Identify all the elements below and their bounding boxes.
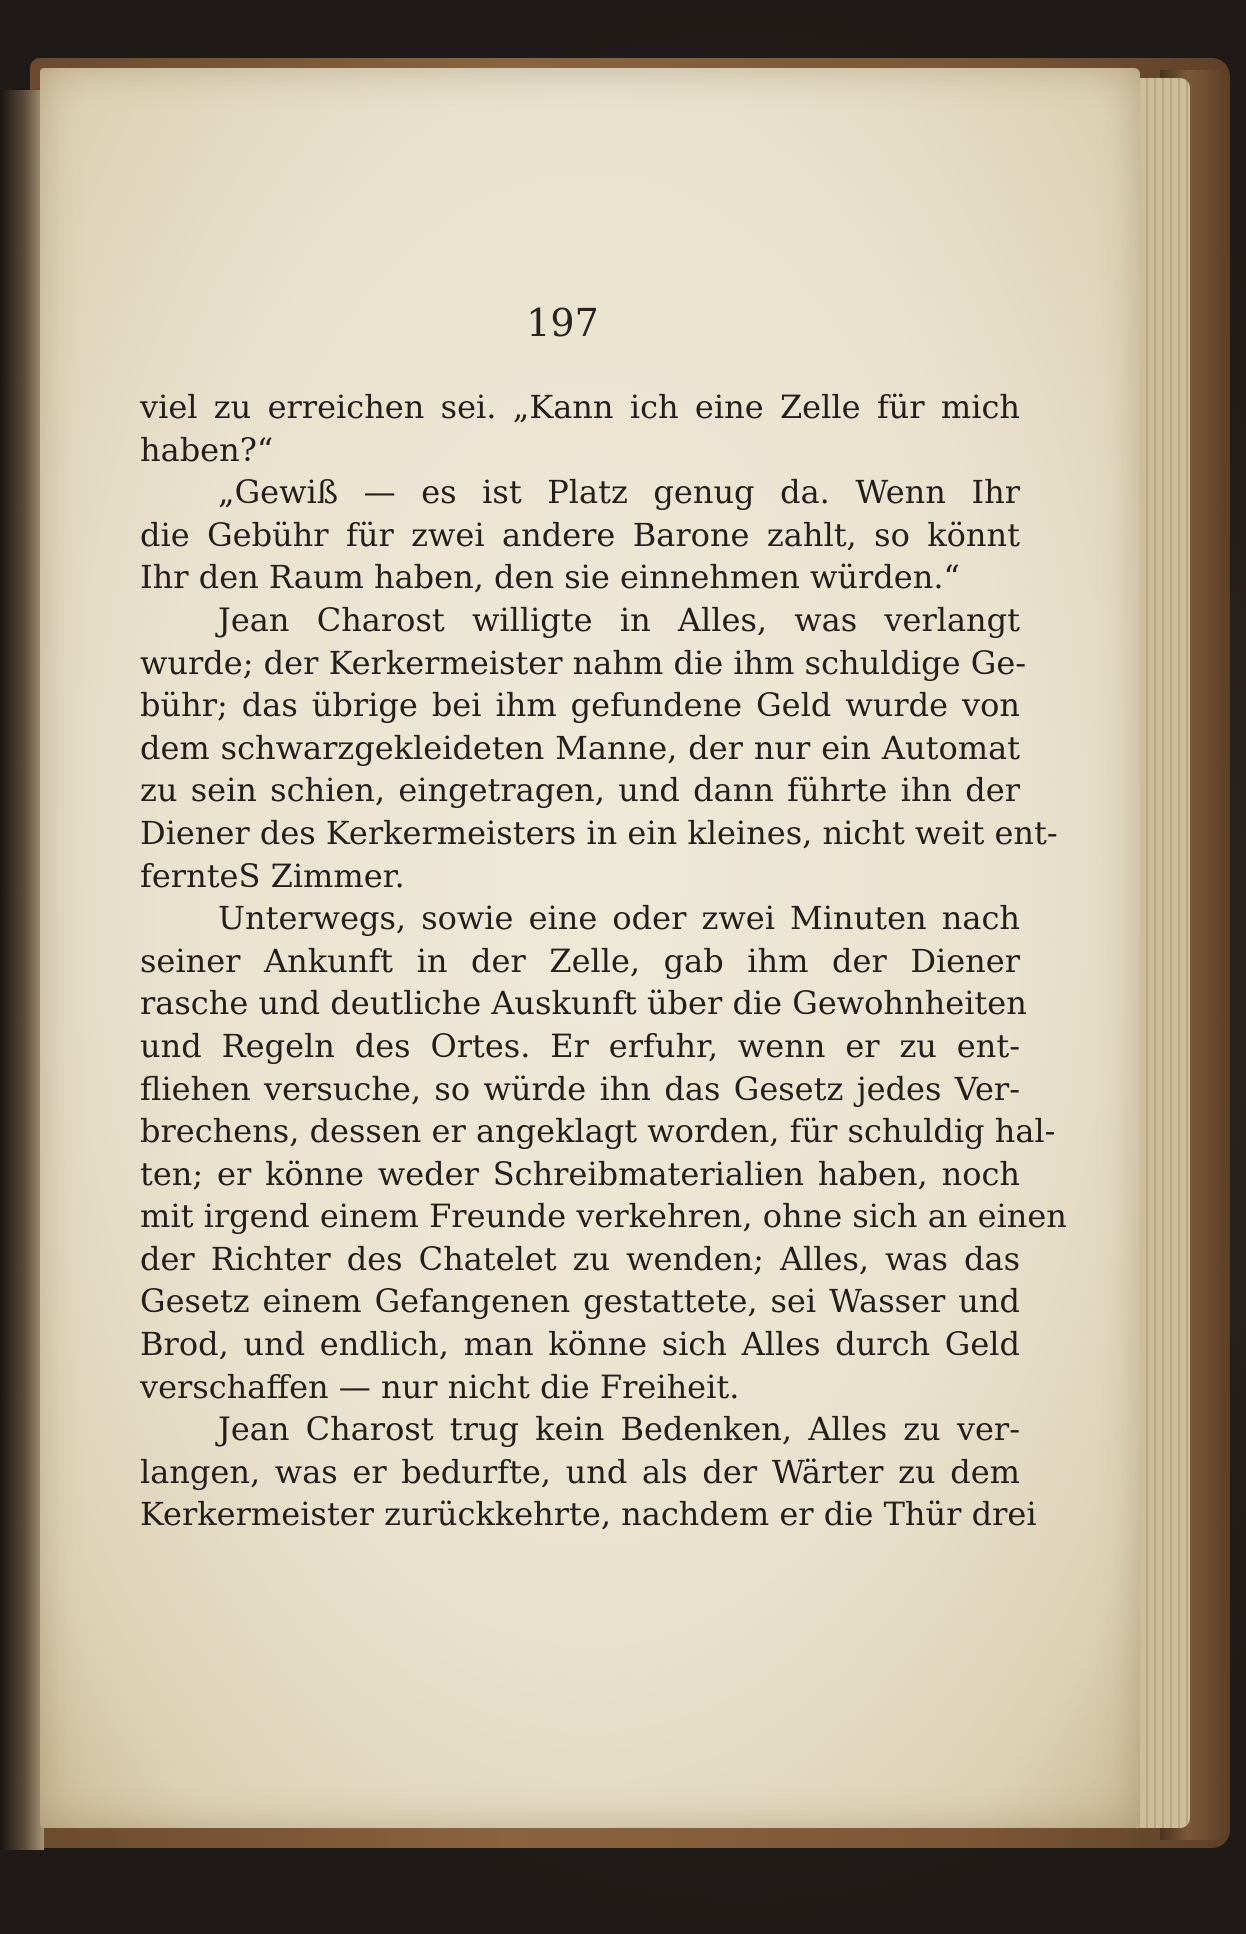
left-page-edge xyxy=(0,90,44,1850)
text-line: Unterwegs, sowie eine oder zwei Minuten nach xyxy=(218,899,1020,938)
text-line: und Regeln des Ortes. Er erfuhr, wenn er zu ent- xyxy=(140,1026,1020,1065)
page-text xyxy=(140,386,1067,1536)
text-line: Jean Charost trug kein Bedenken, Alles zu ver- xyxy=(218,1410,1020,1449)
text-line: Brod, und endlich, man könne sich Alles durch Geld xyxy=(140,1325,1020,1364)
text-line: viel zu erreichen sei. „Kann ich eine Zelle für mich xyxy=(140,388,1020,426)
text-line: „Gewiß — es ist Platz genug da. Wenn Ihr xyxy=(218,473,1020,512)
text-line: langen, was er bedurfte, und als der Wärter zu dem xyxy=(140,1452,1020,1491)
text-line: ten; er könne weder Schreibmaterialien haben, noch xyxy=(140,1154,1020,1193)
text-line: Jean Charost willigte in Alles, was verlangt xyxy=(218,600,1020,639)
text-line: Gesetz einem Gefangenen gestattete, sei Wasser und xyxy=(140,1282,1020,1321)
text-line: seiner Ankunft in der Zelle, gab ihm der Diener xyxy=(140,941,1020,980)
text-line: wurde; der Kerkermeister nahm die ihm schuldige Ge- xyxy=(140,643,1027,682)
text-line: zu sein schien, eingetragen, und dann führte ihn der xyxy=(140,771,1020,810)
text-line: fliehen versuche, so würde ihn das Gesetz jedes Ver- xyxy=(140,1069,1020,1108)
page-number: 197 xyxy=(526,301,599,345)
text-line: brechens, dessen er angeklagt worden, für schuldig hal- xyxy=(140,1112,1056,1151)
text-line: Kerkermeister zurückkehrte, nachdem er die Thür drei xyxy=(140,1495,1037,1534)
text-line: die Gebühr für zwei andere Barone zahlt, so könnt xyxy=(140,515,1020,554)
text-line: dem schwarzgekleideten Manne, der nur ein Automat xyxy=(140,728,1020,767)
text-line: haben?“ xyxy=(140,430,274,469)
text-line: fernteS Zimmer. xyxy=(140,856,405,895)
text-line: bühr; das übrige bei ihm gefundene Geld wurde von xyxy=(140,686,1020,725)
book-page xyxy=(40,68,1140,1828)
text-line: der Richter des Chatelet zu wenden; Alles, was das xyxy=(140,1239,1020,1278)
text-line: Ihr den Raum haben, den sie einnehmen würden.“ xyxy=(140,558,960,597)
text-line: mit irgend einem Freunde verkehren, ohne sich an einen xyxy=(140,1197,1067,1236)
text-line: verschaffen — nur nicht die Freiheit. xyxy=(140,1367,740,1406)
text-line: rasche und deutliche Auskunft über die Gewohnheiten xyxy=(140,984,1027,1023)
text-line: Diener des Kerkermeisters in ein kleines, nicht weit ent- xyxy=(140,813,1058,852)
